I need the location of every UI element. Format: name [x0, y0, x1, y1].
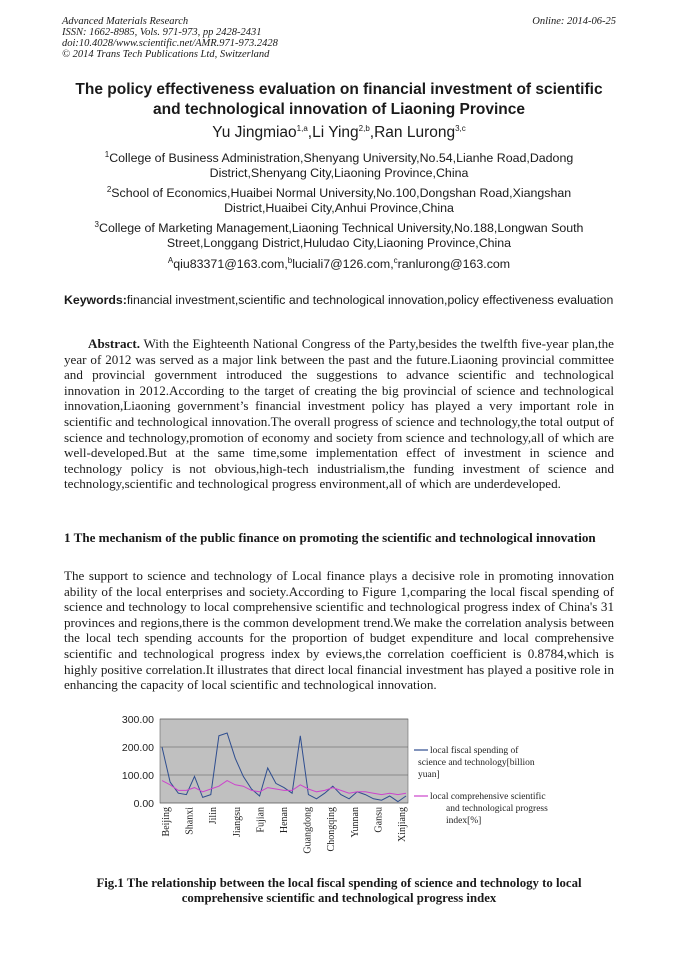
email-address[interactable]: luciali7@126.com [292, 257, 391, 271]
email-sup: A [167, 255, 174, 265]
keywords-label: Keywords: [64, 293, 127, 307]
journal-doi: doi:10.4028/www.scientific.net/AMR.971-973.2428 [62, 38, 278, 49]
affiliation-3 [90, 221, 588, 251]
author-sup: 1,a [296, 123, 308, 133]
legend-label: local fiscal spending of [430, 746, 519, 756]
online-date: Online: 2014-06-25 [532, 16, 616, 27]
abstract-text: With the Eighteenth National Congress of the Party,besides the twelfth five-year plan,the year of 2012 was served as a major link between the past and the future.Liaoning provincial committee and provincial government introduced the suggestions to advance scientific and technological innovation in 2012.According to the target of creating the big provincial of science and technological innovation,Liaoning government’s financial investment policy has played a very important role in scientific and technological innovation.The overall progress of science and technology,the total output of science and technology,promotion of economy and society from science and technology,all of which are well-developed.But at the same time,some implementation effect of investment in science and technology policy is not obvious,high-tech industrialism,the funding investment of science and technology,scientific and technological progress environment,all of which are underdeveloped. [64, 336, 614, 492]
email-sup: b [287, 255, 293, 265]
x-tick-label: Fujian [255, 807, 267, 833]
legend-label: yuan] [418, 770, 440, 780]
affiliation-sup: 2 [106, 184, 112, 194]
keywords [64, 293, 614, 307]
author-sup: 2,b [358, 123, 370, 133]
x-tick-label: Chongqing [326, 807, 338, 852]
x-tick-label: Shanxi [184, 807, 196, 835]
legend-label: science and technology[billion [418, 758, 535, 768]
x-tick-label: Yunnan [349, 807, 361, 838]
affiliation-text: School of Economics,Huaibei Normal University,No.100,Dongshan Road,Xiangshan District,Huaibei City,Anhui Province,China [111, 186, 572, 215]
legend-label: and technological progress [446, 804, 548, 814]
journal-header [62, 16, 278, 60]
affiliation-sup: 3 [94, 219, 99, 229]
journal-name: Advanced Materials Research [62, 16, 189, 27]
author-name: Li Ying [312, 124, 359, 141]
figure-1-chart [100, 711, 565, 875]
email-sup: c [393, 255, 398, 265]
author-name: Yu Jingmiao [212, 124, 297, 141]
keywords-text: financial investment,scientific and technological innovation,policy effectiveness evaluation [126, 293, 614, 307]
x-tick-label: Xinjiang [397, 807, 408, 842]
journal-copyright: © 2014 Trans Tech Publications Ltd, Switzerland [62, 49, 270, 60]
journal-issn: ISSN: 1662-8985, Vols. 971-973, pp 2428-2431 [62, 27, 262, 38]
x-tick-label: Jilin [208, 807, 220, 825]
x-tick-label: Gansu [373, 807, 385, 833]
y-tick-label: 100.00 [121, 770, 154, 782]
affiliation-text: College of Marketing Management,Liaoning Technical University,No.188,Longwan South Street,Longgang District,Huludao City,Liaoning Province,China [99, 221, 584, 250]
paper-title: The policy effectiveness evaluation on financial investment of scientific and technological innovation of Liaoning Province [75, 81, 603, 118]
x-tick-label: Henan [279, 807, 290, 834]
abstract-label: Abstract. [88, 336, 140, 351]
section-paragraph: The support to science and technology of Local finance plays a decisive role in promoting innovation ability of the local enterprises and society.According to Figure 1,comparing the local fiscal spending of science and technology to local comprehensive scientific and technological progress index of China's 31 provinces and regions,there is the common development trend.We make the correlation analysis between the local tech spending accounts for the proportion of budget expenditure and local comprehensive scientific and technological progress index by eviews,the correlation coefficient is 0.8784,which is highly positive correlation.It illustrates that direct local financial investment has played a positive role in enhancing the capacity of local scientific and technological innovation. [64, 568, 614, 693]
affiliation-2 [90, 186, 588, 216]
email-address[interactable]: ranlurong@163.com [397, 257, 511, 271]
author-sup: 3,c [455, 123, 466, 133]
x-tick-label: Guangdong [302, 807, 314, 854]
author-list: Yu Jingmiao$^{1,a}$,Li Ying$^{2,b}$,Ran Lurong$^{3,c}$ [212, 123, 466, 141]
y-tick-label: 0.00 [133, 798, 154, 810]
legend-label: local comprehensive scientific [430, 792, 546, 802]
affiliation-sup: 1 [104, 149, 110, 159]
email-address[interactable]: qiu83371@163.com [173, 257, 285, 271]
affiliation-1 [90, 151, 588, 181]
x-tick-label: Beijing [161, 807, 172, 837]
affiliation-text: College of Business Administration,Shenyang University,No.54,Lianhe Road,Dadong District,Shenyang City,Liaoning Province,China [109, 151, 574, 180]
y-tick-label: 200.00 [121, 742, 154, 754]
y-tick-label: 300.00 [121, 714, 154, 726]
abstract [64, 336, 614, 492]
legend-label: index[%] [446, 816, 482, 826]
section-heading: 1 The mechanism of the public finance on promoting the scientific and technological innovation [64, 530, 596, 545]
author-name: Ran Lurong [374, 124, 456, 141]
figure-caption: Fig.1 The relationship between the local fiscal spending of science and technology to local comprehensive scientific and technological progress index [96, 876, 582, 905]
email-line: $^A$qiu83371@163.com,$^b$luciali7@126.com,$^c$ranlurong@163.com [167, 255, 511, 271]
x-tick-label: Jiangsu [231, 807, 243, 837]
